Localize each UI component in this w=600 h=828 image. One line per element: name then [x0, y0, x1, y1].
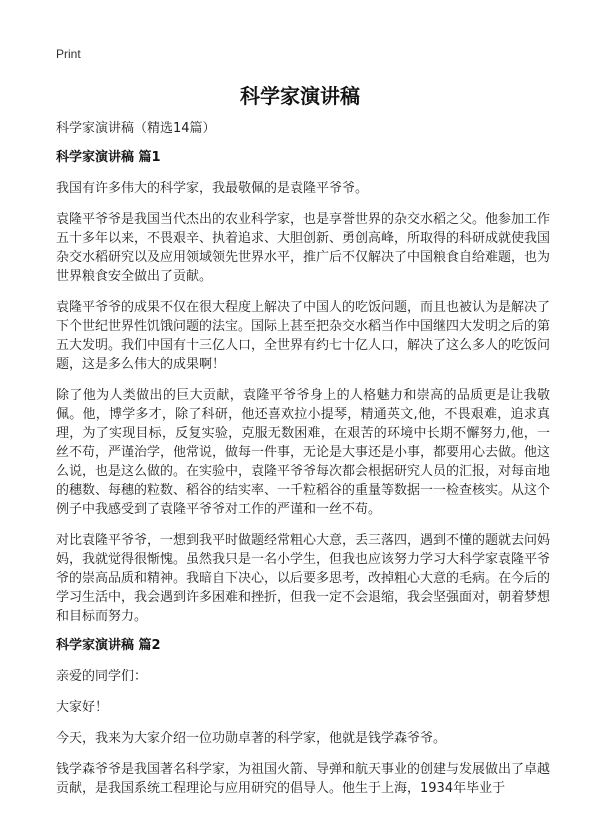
section-heading-2: 科学家演讲稿 篇2 — [56, 638, 161, 653]
paragraph: 钱学森爷爷是我国著名科学家，为祖国火箭、导弹和航天事业的创建与发展做出了卓越贡献，是我国系统工程理论与应用研究的倡导人。他生于上海，1934年毕业于 — [56, 762, 551, 796]
paragraph: 除了他为人类做出的巨大贡献，袁隆平爷爷身上的人格魅力和崇高的品质更是让我敬佩。他，博学多才，除了科研，他还喜欢拉小提琴，精通英文,他，不畏艰难，追求真理，为了实现目标，反复实验，克服无数困难，在艰苦的环境中长期不懈努力,他，一丝不苟，严谨治学，他常说，做每一件事，无论是大事还是小事，都要用心去做。他这么说，也是这么做的。在实验中，袁隆平爷爷每次都会根据研究人员的汇报，对每亩地的穗数、每穗的粒数、稻谷的结实率、一千粒稻谷的重量等数据一一检查核实。从这个例子中我感受到了袁隆平爷爷对工作的严谨和一丝不苟。 — [56, 388, 551, 517]
section-heading-1: 科学家演讲稿 篇1 — [56, 150, 161, 165]
paragraph: 对比袁隆平爷爷，一想到我平时做题经常粗心大意，丢三落四，遇到不懂的题就去问妈妈，我就觉得很惭愧。虽然我只是一名小学生，但我也应该努力学习大科学家袁隆平爷爷的崇高品质和精神。我暗自下决心，以后要多思考，改掉粗心大意的毛病。在今后的学习生活中，我会遇到许多困难和挫折，但我一定不会退缩，我会坚强面对，朝着梦想和目标而努力。 — [56, 533, 551, 624]
paragraph: 袁隆平爷爷的成果不仅在很大程度上解决了中国人的吃饭问题，而且也被认为是解决了下个世纪世界性饥饿问题的法宝。国际上甚至把杂交水稻当作中国继四大发明之后的第五大发明。我们中国有十三亿人口，全世界有约七十亿人口，解决了这么多人的吃饭问题，这是多么伟大的成果啊！ — [56, 300, 551, 372]
document-subtitle: 科学家演讲稿（精选14篇） — [56, 121, 216, 136]
paragraph: 袁隆平爷爷是我国当代杰出的农业科学家，也是享誉世界的杂交水稻之父。他参加工作五十多年以来，不畏艰辛、执着追求、大胆创新、勇创高峰，所取得的科研成就使我国杂交水稻研究以及应用领域领先世界水平，推广后不仅解决了中国粮食自给难题，也为世界粮食安全做出了贡献。 — [56, 212, 551, 284]
paragraph: 今天，我来为大家介绍一位功勋卓著的科学家，他就是钱学森爷爷。 — [56, 731, 447, 746]
paragraph: 大家好！ — [56, 700, 109, 715]
print-link[interactable]: Print — [56, 47, 81, 61]
document-body — [56, 121, 550, 810]
paragraph: 亲爱的同学们： — [56, 669, 148, 684]
paragraph: 我国有许多伟大的科学家，我最敬佩的是袁隆平爷爷。 — [56, 181, 369, 196]
document-title: 科学家演讲稿 — [240, 84, 360, 108]
